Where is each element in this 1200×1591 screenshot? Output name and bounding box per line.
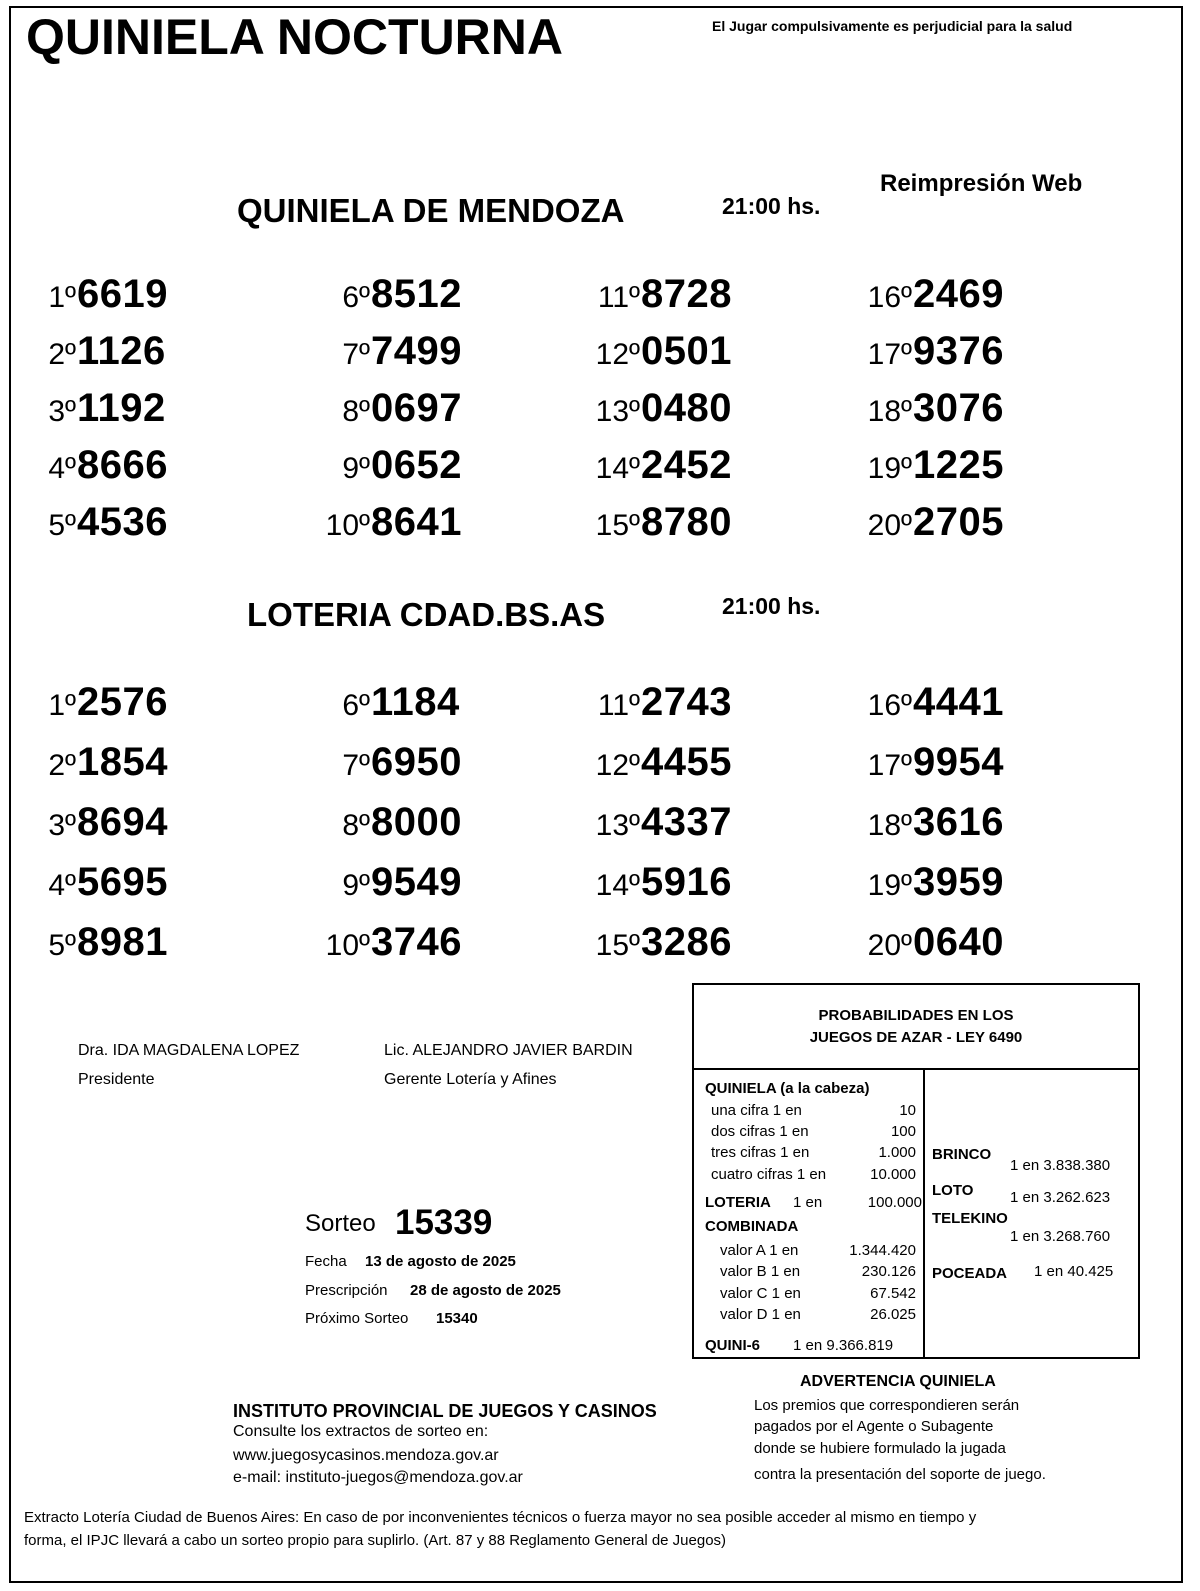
footer-note: Extracto Lotería Ciudad de Buenos Aires: En caso de por inconvenientes técnicos o fuerza mayor no sea posible acceder al mismo en tiempo y [24,1509,977,1526]
result-number: 9954 [913,740,1004,784]
result-number: 6950 [371,740,462,784]
result-entry [846,272,1086,317]
result-entry [304,386,544,431]
result-number: 3616 [913,800,1004,844]
combinada-odds-label: valor A 1 en [720,1242,799,1259]
result-number: 5916 [641,860,732,904]
result-number: 8641 [371,500,462,544]
result-entry [34,329,274,374]
probabilities-title-line2: JUEGOS DE AZAR - LEY 6490 [809,1029,1023,1046]
quiniela-odds-value: 1.000 [878,1144,916,1161]
section-title-loteria: LOTERIA CDAD.BS.AS [247,596,606,633]
result-entry [304,680,544,725]
signature-right-role: Gerente Lotería y Afines [384,1071,557,1088]
result-number: 8512 [371,272,462,316]
result-position: 6º [342,689,370,722]
result-position: 7º [342,749,370,782]
combinada-odds-label: valor B 1 en [720,1263,801,1280]
result-number: 0640 [913,920,1004,964]
combinada-odds-title: COMBINADA [705,1218,799,1235]
brinco-odds-value: 1 en 3.838.380 [1010,1157,1111,1174]
result-entry [34,272,274,317]
combinada-odds-value: 1.344.420 [849,1242,916,1259]
quiniela-odds-value: 10 [899,1102,916,1119]
result-position: 1º [48,281,76,314]
loto-odds-value: 1 en 3.262.623 [1010,1189,1111,1206]
result-position: 5º [48,929,76,962]
result-entry [574,860,814,905]
result-number: 4441 [913,680,1004,724]
result-number: 0697 [371,386,462,430]
result-entry [34,443,274,488]
signature-left-role: Presidente [78,1071,155,1088]
result-position: 19º [867,869,912,902]
result-entry [574,272,814,317]
result-entry [846,443,1086,488]
result-number: 3746 [371,920,462,964]
result-entry [846,680,1086,725]
result-number: 2576 [77,680,168,724]
result-number: 1184 [371,680,460,724]
result-entry [34,860,274,905]
result-position: 13º [595,395,640,428]
result-entry [304,740,544,785]
result-entry [846,800,1086,845]
result-position: 16º [867,281,912,314]
result-number: 1192 [77,386,166,430]
result-entry [574,500,814,545]
result-position: 12º [595,338,640,371]
quiniela-odds-label: cuatro cifras 1 en [711,1166,827,1183]
quiniela-odds-label: una cifra 1 en [711,1102,802,1119]
advertencia-line: Los premios que correspondieren serán [754,1397,1020,1414]
result-entry [304,272,544,317]
result-position: 9º [342,869,370,902]
result-position: 6º [342,281,370,314]
reprint-label: Reimpresión Web [880,170,1083,197]
result-number: 2743 [641,680,732,724]
result-number: 9376 [913,329,1004,373]
result-position: 20º [867,509,912,542]
result-position: 16º [867,689,912,722]
brinco-odds-label: BRINCO [932,1146,992,1163]
result-number: 0480 [641,386,732,430]
result-entry [304,860,544,905]
result-number: 4337 [641,800,732,844]
result-number: 1126 [77,329,166,373]
result-position: 15º [595,929,640,962]
draw-label: Sorteo [305,1210,376,1237]
combinada-odds-value: 26.025 [870,1306,916,1323]
result-position: 12º [595,749,640,782]
quiniela-odds-value: 10.000 [870,1166,916,1183]
next-draw-number: 15340 [436,1310,478,1327]
result-position: 2º [48,338,76,371]
telekino-odds-label: TELEKINO [932,1210,1008,1227]
footer-note: forma, el IPJC llevará a cabo un sorteo propio para suplirlo. (Art. 87 y 88 Reglamento General de Juegos) [24,1532,727,1549]
result-position: 10º [325,929,370,962]
result-position: 8º [342,809,370,842]
loteria-odds-label: LOTERIA [705,1194,771,1211]
quiniela-odds-label: dos cifras 1 en [711,1123,809,1140]
result-position: 11º [597,689,640,722]
prescription-date: 28 de agosto de 2025 [410,1282,561,1299]
draw-number: 15339 [395,1203,493,1242]
result-entry [34,680,274,725]
result-number: 8000 [371,800,462,844]
quini6-odds-label: QUINI-6 [705,1337,761,1354]
probabilities-title-line1: PROBABILIDADES EN LOS [818,1007,1014,1024]
advertencia-line: pagados por el Agente o Subagente [754,1418,994,1435]
result-position: 5º [48,509,76,542]
result-number: 4536 [77,500,168,544]
draw-date: 13 de agosto de 2025 [365,1253,516,1270]
institute-consult: Consulte los extractos de sorteo en: [233,1423,489,1440]
result-position: 9º [342,452,370,485]
result-entry [846,860,1086,905]
telekino-odds-value: 1 en 3.268.760 [1010,1228,1111,1245]
probabilities-box [692,983,1140,1359]
result-number: 8694 [77,800,168,844]
loteria-odds-value: 100.000 [867,1194,922,1211]
result-position: 8º [342,395,370,428]
result-entry [574,920,814,965]
draw-date-label: Fecha [305,1253,347,1270]
result-number: 2705 [913,500,1004,544]
result-entry [846,500,1086,545]
page-title: QUINIELA NOCTURNA [26,9,564,65]
result-entry [574,800,814,845]
result-entry [574,386,814,431]
result-number: 8666 [77,443,168,487]
result-entry [574,443,814,488]
combinada-odds-value: 230.126 [861,1263,916,1280]
institute-website: www.juegosycasinos.mendoza.gov.ar [233,1447,499,1464]
result-position: 4º [48,869,76,902]
result-number: 1225 [913,443,1004,487]
result-number: 8780 [641,500,732,544]
result-position: 11º [597,281,640,314]
advertencia-line: donde se hubiere formulado la jugada [754,1440,1006,1457]
result-number: 2469 [913,272,1004,316]
result-number: 1854 [77,740,168,784]
result-entry [846,386,1086,431]
result-entry [304,500,544,545]
result-entry [34,740,274,785]
result-position: 7º [342,338,370,371]
next-draw-label: Próximo Sorteo [305,1310,409,1327]
result-entry [34,920,274,965]
signature-left-name: Dra. IDA MAGDALENA LOPEZ [78,1042,300,1059]
signature-right-name: Lic. ALEJANDRO JAVIER BARDIN [384,1042,633,1059]
result-position: 15º [595,509,640,542]
result-number: 0501 [641,329,732,373]
result-entry [574,329,814,374]
result-entry [304,443,544,488]
result-entry [304,800,544,845]
result-number: 4455 [641,740,732,784]
result-entry [846,740,1086,785]
result-entry [34,386,274,431]
advertencia-line: contra la presentación del soporte de juego. [754,1466,1046,1483]
result-position: 19º [867,452,912,485]
result-number: 3286 [641,920,732,964]
result-entry [574,680,814,725]
poceada-odds-label: POCEADA [932,1265,1008,1282]
result-number: 0652 [371,443,462,487]
result-position: 17º [867,749,912,782]
result-entry [846,329,1086,374]
result-position: 13º [595,809,640,842]
result-position: 3º [48,809,76,842]
quiniela-odds-value: 100 [890,1123,916,1140]
result-position: 4º [48,452,76,485]
section-title-mendoza: QUINIELA DE MENDOZA [237,192,625,229]
result-position: 17º [867,338,912,371]
probabilities-header [694,985,1138,1070]
health-warning: El Jugar compulsivamente es perjudicial para la salud [712,18,1073,34]
result-position: 3º [48,395,76,428]
result-number: 9549 [371,860,462,904]
result-number: 7499 [371,329,462,373]
institute-name: INSTITUTO PROVINCIAL DE JUEGOS Y CASINOS [233,1401,657,1421]
quiniela-odds-label: tres cifras 1 en [711,1144,810,1161]
combinada-odds-label: valor C 1 en [720,1285,801,1302]
institute-email: e-mail: instituto-juegos@mendoza.gov.ar [233,1469,523,1486]
loteria-odds-prefix: 1 en [793,1194,823,1211]
loto-odds-label: LOTO [932,1182,974,1199]
prescription-label: Prescripción [305,1282,388,1299]
result-position: 2º [48,749,76,782]
result-number: 5695 [77,860,168,904]
quiniela-odds-title: QUINIELA (a la cabeza) [705,1080,870,1097]
result-entry [34,800,274,845]
advertencia-title: ADVERTENCIA QUINIELA [800,1373,996,1390]
probabilities-divider [923,1070,925,1357]
quini6-odds-value: 1 en 9.366.819 [793,1337,894,1354]
combinada-odds-label: valor D 1 en [720,1306,801,1323]
result-number: 8728 [641,272,732,316]
result-entry [846,920,1086,965]
result-number: 2452 [641,443,732,487]
result-number: 3959 [913,860,1004,904]
result-number: 3076 [913,386,1004,430]
poceada-odds-value: 1 en 40.425 [1034,1263,1114,1280]
result-position: 14º [595,452,640,485]
section-hour-mendoza: 21:00 hs. [722,193,821,219]
result-position: 1º [48,689,76,722]
result-position: 14º [595,869,640,902]
result-entry [574,740,814,785]
result-entry [304,329,544,374]
result-position: 18º [867,395,912,428]
result-entry [34,500,274,545]
result-entry [304,920,544,965]
result-number: 6619 [77,272,168,316]
result-number: 8981 [77,920,168,964]
result-position: 20º [867,929,912,962]
result-position: 18º [867,809,912,842]
section-hour-loteria: 21:00 hs. [722,593,821,619]
combinada-odds-value: 67.542 [870,1285,916,1302]
result-position: 10º [325,509,370,542]
